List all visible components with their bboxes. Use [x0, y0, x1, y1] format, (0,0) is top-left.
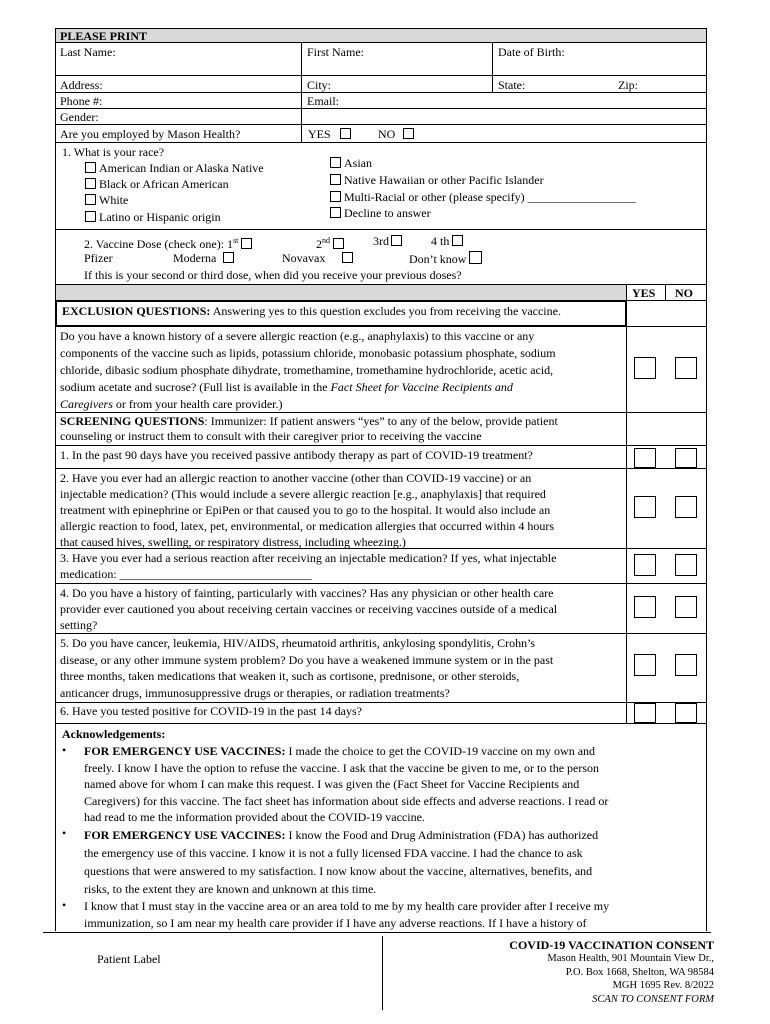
dose-fourth[interactable]	[431, 234, 466, 248]
dose-third-label: 3rd	[373, 234, 389, 248]
ack-bold: FOR EMERGENCY USE VACCINES:	[84, 744, 286, 758]
exclusion-question	[60, 328, 624, 413]
novavax-option[interactable]	[282, 251, 356, 265]
race-option-label: Multi-Racial or other (please specify) __________________	[344, 190, 636, 204]
employed-yes-checkbox[interactable]	[340, 128, 351, 139]
q4-line: 4. Do you have a history of fainting, particularly with vaccines? Has any physician or other health care	[60, 586, 554, 600]
employed-no-checkbox[interactable]	[403, 128, 414, 139]
q3-no-checkbox[interactable]	[675, 554, 697, 576]
dose-label	[84, 234, 255, 251]
ack-line: the emergency use of this vaccine. I know it is not a fully licensed FDA vaccine. I had the chance to ask	[84, 846, 583, 860]
column-header-row	[55, 284, 627, 301]
ack-bullet-1	[84, 743, 704, 826]
screening-q1: 1. In the past 90 days have you received passive antibody therapy as part of COVID-19 treatment?	[60, 448, 533, 462]
form-title: COVID-19 VACCINATION CONSENT	[509, 938, 714, 952]
dont-know-option[interactable]	[409, 251, 485, 266]
footer-info	[509, 938, 714, 1006]
race-option-label: Asian	[344, 156, 372, 170]
race-option[interactable]	[330, 206, 431, 220]
employed-label: Are you employed by Mason Health?	[60, 127, 241, 141]
gender-field-right[interactable]	[301, 108, 707, 125]
race-option[interactable]	[85, 177, 229, 191]
form-revision: MGH 1695 Rev. 8/2022	[612, 980, 714, 991]
q5-line: three months, taken medications that weaken it, such as cortisone, prednisone, or other steroids,	[60, 669, 520, 683]
q1-no-checkbox[interactable]	[675, 448, 697, 468]
moderna-option[interactable]	[173, 251, 237, 265]
q3-line: 3. Have you ever had a serious reaction after receiving an injectable medication? If yes, what injectable	[60, 551, 557, 565]
screening-heading-line2: counseling or instruct them to consult with their caregiver prior to receiving the vaccine	[60, 429, 482, 443]
race-option[interactable]	[85, 210, 221, 224]
q2-line: treatment with epinephrine or EpiPen or that caused you to go to the hospital. It would also include an	[60, 503, 551, 517]
race-option-label: Decline to answer	[344, 206, 431, 220]
exclusion-heading	[62, 304, 561, 318]
screening-heading-line	[60, 414, 624, 429]
q3-line: medication: ________________________________	[60, 567, 312, 581]
exclusion-line-text: or from your health care provider.)	[112, 397, 283, 411]
novavax-label: Novavax	[282, 251, 326, 265]
gender-label: Gender:	[60, 110, 99, 124]
employed-yes[interactable]	[308, 127, 354, 141]
dose-second-label: 2	[316, 237, 322, 251]
race-checkbox[interactable]	[85, 211, 96, 222]
ack-line: freely. I know I have the option to refuse the vaccine. I ask that the vaccine be given to me, or to the person	[84, 760, 600, 775]
race-option-label: Black or African American	[99, 177, 229, 191]
exclusion-heading-text: Answering yes to this question excludes you from receiving the vaccine.	[210, 304, 561, 318]
race-checkbox[interactable]	[330, 191, 341, 202]
state-label: State:	[498, 78, 526, 92]
q4-line: provider ever cautioned you about receiving certain vaccines or receiving vaccines outside of a medical	[60, 602, 558, 616]
race-option[interactable]	[330, 156, 372, 170]
race-checkbox[interactable]	[85, 178, 96, 189]
race-option[interactable]	[330, 190, 636, 204]
dont-know-label: Don’t know	[409, 252, 467, 266]
ack-bullet-3	[84, 898, 704, 932]
dont-know-checkbox[interactable]	[469, 251, 482, 264]
race-question: 1. What is your race?	[62, 145, 165, 159]
ack-line: had read to me the information provided about the COVID-19 vaccine.	[84, 810, 425, 825]
dose-second[interactable]	[316, 234, 347, 251]
q1-yes-checkbox[interactable]	[634, 448, 656, 468]
dose-third[interactable]	[373, 234, 405, 248]
last-name-label: Last Name:	[60, 45, 116, 59]
q6-no-checkbox[interactable]	[675, 703, 697, 723]
dose-first-sup: st	[233, 236, 239, 245]
q4-line: setting?	[60, 618, 98, 632]
race-option-label: White	[99, 193, 129, 207]
dose-third-checkbox[interactable]	[391, 235, 402, 246]
exclusion-line-text: sodium acetate and sucrose? (Full list is available in the	[60, 380, 331, 394]
exclusion-yes-checkbox[interactable]	[634, 357, 656, 379]
employed-answer	[301, 124, 707, 143]
email-field[interactable]	[301, 92, 707, 109]
pfizer-label: Pfizer	[84, 251, 113, 265]
caregivers-ref: Caregivers	[60, 397, 113, 411]
exclusion-line: components of the vaccine such as lipids, potassium chloride, monobasic potassium phosphate, sodium	[60, 346, 556, 360]
q5-no-checkbox[interactable]	[675, 654, 697, 676]
race-option-label: Native Hawaiian or other Pacific Islander	[344, 173, 544, 187]
pfizer-option[interactable]	[84, 251, 113, 265]
ack-line: I know that I must stay in the vaccine area or an area told to me by my health care provider after I receive my	[84, 899, 610, 913]
dose-label-text: 2. Vaccine Dose (check one): 1	[84, 237, 234, 251]
screening-q3	[60, 550, 624, 582]
q5-line: anticancer drugs, immunosuppressive drugs or therapies, or radiation treatments?	[60, 685, 450, 700]
address-label: Address:	[60, 78, 103, 92]
q2-line: injectable medication? (This would include a severe allergic reaction [e.g., anaphylaxis] that required	[60, 487, 546, 501]
q6-yes-checkbox[interactable]	[634, 703, 656, 723]
exclusion-line	[60, 396, 624, 413]
q2-line: 2. Have you ever had an allergic reaction to another vaccine (other than COVID-19 vaccine) or an	[60, 471, 532, 485]
q2-no-checkbox[interactable]	[675, 496, 697, 518]
dose-fourth-label: 4 th	[431, 234, 450, 248]
ack-text: I made the choice to get the COVID-19 vaccine on my own and	[285, 744, 596, 758]
race-checkbox[interactable]	[330, 157, 341, 168]
ack-text: I know the Food and Drug Administration (FDA) has authorized	[285, 828, 599, 842]
footer-address-1: Mason Health, 901 Mountain View Dr.,	[547, 953, 714, 964]
screening-q2	[60, 470, 624, 550]
ack-line: risks, to the extent they are known and unknown at this time.	[84, 882, 377, 896]
ack-line: Caregivers) for this vaccine. The fact sheet has information about side effects and adverse reactions. I read or	[84, 793, 609, 808]
screening-heading-bold: SCREENING QUESTIONS	[60, 414, 205, 428]
q4-no-checkbox[interactable]	[675, 596, 697, 618]
exclusion-line: chloride, dibasic sodium phosphate dihydrate, tromethamine, tromethamine hydrochloride, acetic acid,	[60, 363, 554, 377]
race-checkbox[interactable]	[330, 174, 341, 185]
dose-fourth-checkbox[interactable]	[452, 235, 463, 246]
q2-line: that caused hives, swelling, or respiratory distress, including wheezing.)	[60, 535, 406, 549]
bullet: •	[62, 826, 67, 840]
dose-second-sup: nd	[322, 236, 330, 245]
city-label: City:	[307, 78, 332, 92]
employed-no[interactable]	[378, 127, 417, 141]
exclusion-no-checkbox[interactable]	[675, 357, 697, 379]
employed-yes-label: YES	[308, 127, 331, 141]
previous-dose-question: If this is your second or third dose, when did you receive your previous doses?	[84, 268, 462, 282]
footer-vertical-divider	[382, 936, 383, 1010]
footer-address-2: P.O. Box 1668, Shelton, WA 98584	[565, 966, 714, 978]
ack-bold: FOR EMERGENCY USE VACCINES:	[84, 828, 286, 842]
ack-line	[84, 743, 704, 760]
q2-line: allergic reaction to food, latex, pet, environmental, or medication allergies that occurred within 4 hours	[60, 519, 555, 533]
footer-divider	[43, 932, 711, 933]
exclusion-line	[60, 379, 624, 396]
q5-yes-checkbox[interactable]	[634, 654, 656, 676]
ack-line	[84, 826, 704, 844]
zip-label: Zip:	[618, 78, 638, 92]
q5-line: 5. Do you have cancer, leukemia, HIV/AIDS, rheumatoid arthritis, ankylosing spondylitis, Crohn’s	[60, 636, 536, 650]
patient-label: Patient Label	[97, 952, 161, 966]
race-option[interactable]	[85, 161, 264, 175]
moderna-checkbox[interactable]	[223, 252, 234, 263]
exclusion-line: Do you have a known history of a severe allergic reaction (e.g., anaphylaxis) to this vaccine or any	[60, 329, 535, 343]
bullet: •	[62, 743, 67, 757]
moderna-label: Moderna	[173, 251, 217, 265]
race-option[interactable]	[85, 193, 128, 207]
exclusion-heading-bold: EXCLUSION QUESTIONS:	[62, 304, 211, 318]
q4-yes-checkbox[interactable]	[634, 596, 656, 618]
ack-line: questions that were answered to my satisfaction. I now know about the vaccine, alternatives, benefits, and	[84, 864, 593, 878]
screening-q6: 6. Have you tested positive for COVID-19 in the past 14 days?	[60, 704, 362, 718]
race-checkbox[interactable]	[330, 207, 341, 218]
race-checkbox[interactable]	[85, 194, 96, 205]
ack-bullet-2	[84, 826, 704, 898]
q2-yes-checkbox[interactable]	[634, 496, 656, 518]
dose-first-checkbox[interactable]	[241, 238, 252, 249]
dose-second-checkbox[interactable]	[333, 238, 344, 249]
phone-label: Phone #:	[60, 94, 103, 108]
email-label: Email:	[307, 94, 339, 108]
novavax-checkbox[interactable]	[342, 252, 353, 263]
screening-q4	[60, 585, 624, 633]
ack-line: immunization, so I am near my health care provider if I have any adverse reactions. If I have a history of	[84, 916, 587, 930]
race-option-label: American Indian or Alaska Native	[99, 161, 264, 175]
q3-yes-checkbox[interactable]	[634, 554, 656, 576]
first-name-label: First Name:	[307, 45, 364, 59]
please-print-title: PLEASE PRINT	[60, 29, 148, 43]
screening-q5	[60, 635, 624, 701]
employed-no-label: NO	[378, 127, 396, 141]
ack-line: named above for whom I can make this request. I was given the (Fact Sheet for Vaccine Recipients and	[84, 777, 580, 792]
race-option-label: Latino or Hispanic origin	[99, 210, 221, 224]
screening-heading	[60, 414, 624, 444]
q5-line: disease, or any other immune system problem? Do you have a weakened immune system or in the past	[60, 652, 554, 667]
exclusion-heading-right	[626, 300, 707, 327]
screening-heading-text: : Immunizer: If patient answers “yes” to any of the below, provide patient	[204, 414, 558, 428]
screening-heading-right	[626, 412, 707, 446]
no-column-label: NO	[675, 286, 693, 300]
please-print-header	[55, 28, 707, 43]
race-checkbox[interactable]	[85, 162, 96, 173]
dob-label: Date of Birth:	[498, 45, 565, 59]
acknowledgements-heading: Acknowledgements:	[62, 727, 166, 741]
bullet: •	[62, 898, 67, 912]
yes-column-label: YES	[632, 286, 656, 300]
scan-note: SCAN TO CONSENT FORM	[592, 993, 714, 1005]
race-option[interactable]	[330, 173, 544, 187]
fact-sheet-ref: Fact Sheet for Vaccine Recipients and	[330, 380, 513, 394]
